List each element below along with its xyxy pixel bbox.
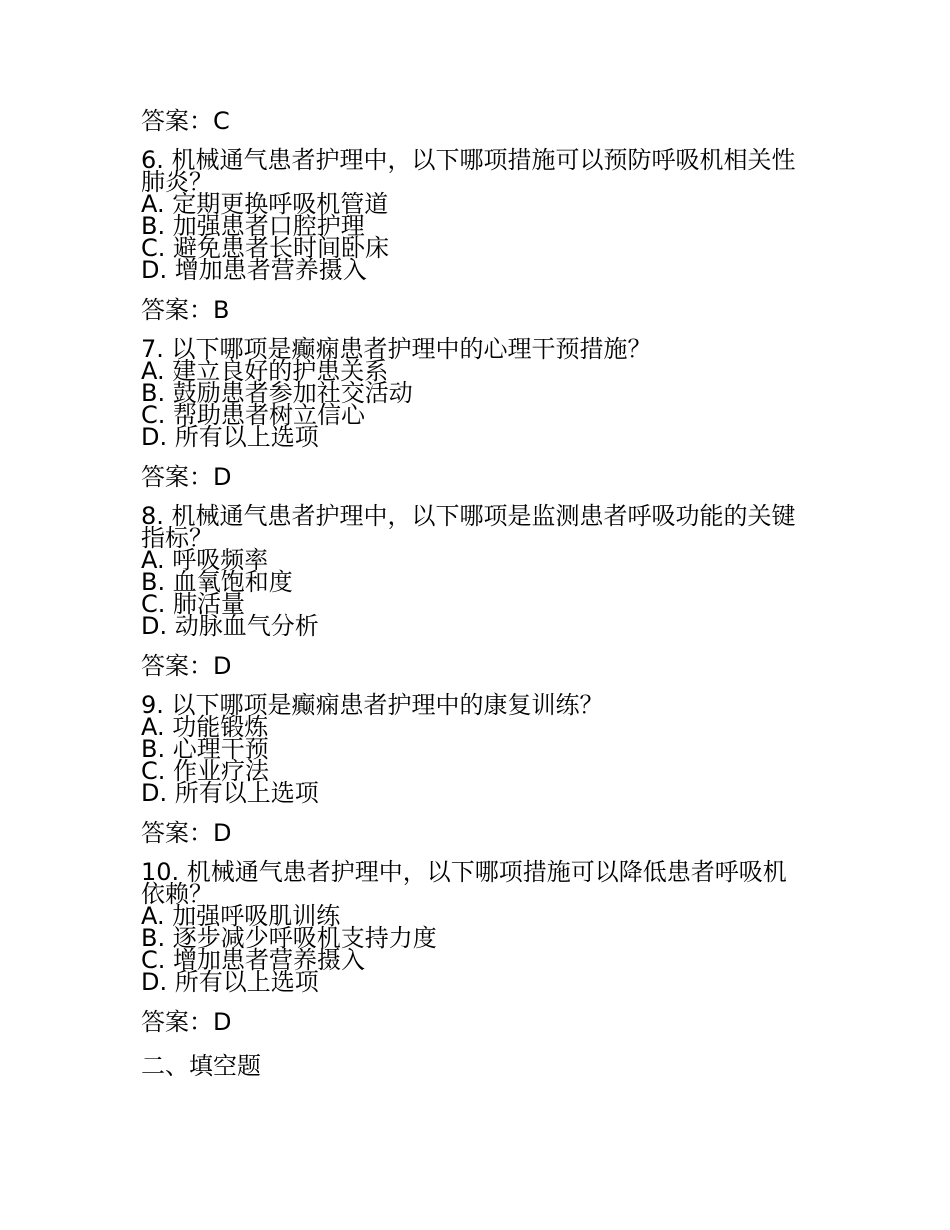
- question-text: 10. 机械通气患者护理中，以下哪项措施可以降低患者呼吸机依赖？: [141, 858, 787, 908]
- answer-9: 答案：D: [141, 819, 232, 847]
- option-a: A. 建立良好的护患关系: [141, 357, 389, 385]
- option-a: A. 加强呼吸肌训练: [141, 902, 341, 930]
- answer-10: 答案：D: [141, 1008, 232, 1036]
- option-b: B. 心理干预: [141, 735, 269, 763]
- option-b: B. 鼓励患者参加社交活动: [141, 379, 413, 407]
- option-a: A. 定期更换呼吸机管道: [141, 190, 389, 218]
- answer-7: 答案：D: [141, 463, 232, 491]
- option-c: C. 作业疗法: [141, 757, 270, 785]
- question-text: 6. 机械通气患者护理中，以下哪项措施可以预防呼吸机相关性肺炎？: [141, 146, 796, 196]
- option-c: C. 避免患者长时间卧床: [141, 234, 390, 262]
- option-a: A. 功能锻炼: [141, 713, 269, 741]
- answer-6: 答案：B: [141, 296, 230, 324]
- question-7: [141, 335, 821, 451]
- answer-8: 答案：D: [141, 652, 232, 680]
- option-c: C. 增加患者营养摄入: [141, 946, 366, 974]
- question-text: 7. 以下哪项是癫痫患者护理中的心理干预措施？: [141, 335, 652, 363]
- option-b: B. 血氧饱和度: [141, 568, 293, 596]
- option-c: C. 帮助患者树立信心: [141, 401, 366, 429]
- option-c: C. 肺活量: [141, 590, 246, 618]
- answer-prev: 答案：C: [141, 107, 230, 135]
- question-9: [141, 691, 821, 807]
- option-d: D. 动脉血气分析: [141, 612, 319, 640]
- option-a: A. 呼吸频率: [141, 546, 269, 574]
- option-d: D. 所有以上选项: [141, 968, 319, 996]
- question-8: [141, 502, 821, 640]
- question-text: 9. 以下哪项是癫痫患者护理中的康复训练？: [141, 691, 604, 719]
- option-b: B. 加强患者口腔护理: [141, 212, 365, 240]
- document-page: [141, 106, 821, 1081]
- option-b: B. 逐步减少呼吸机支持力度: [141, 924, 437, 952]
- question-text: 8. 机械通气患者护理中，以下哪项是监测患者呼吸功能的关键指标？: [141, 502, 796, 552]
- option-d: D. 增加患者营养摄入: [141, 256, 367, 284]
- question-6: [141, 146, 821, 284]
- option-d: D. 所有以上选项: [141, 779, 319, 807]
- section-title: 二、填空题: [141, 1052, 261, 1080]
- question-10: [141, 858, 821, 996]
- option-d: D. 所有以上选项: [141, 423, 319, 451]
